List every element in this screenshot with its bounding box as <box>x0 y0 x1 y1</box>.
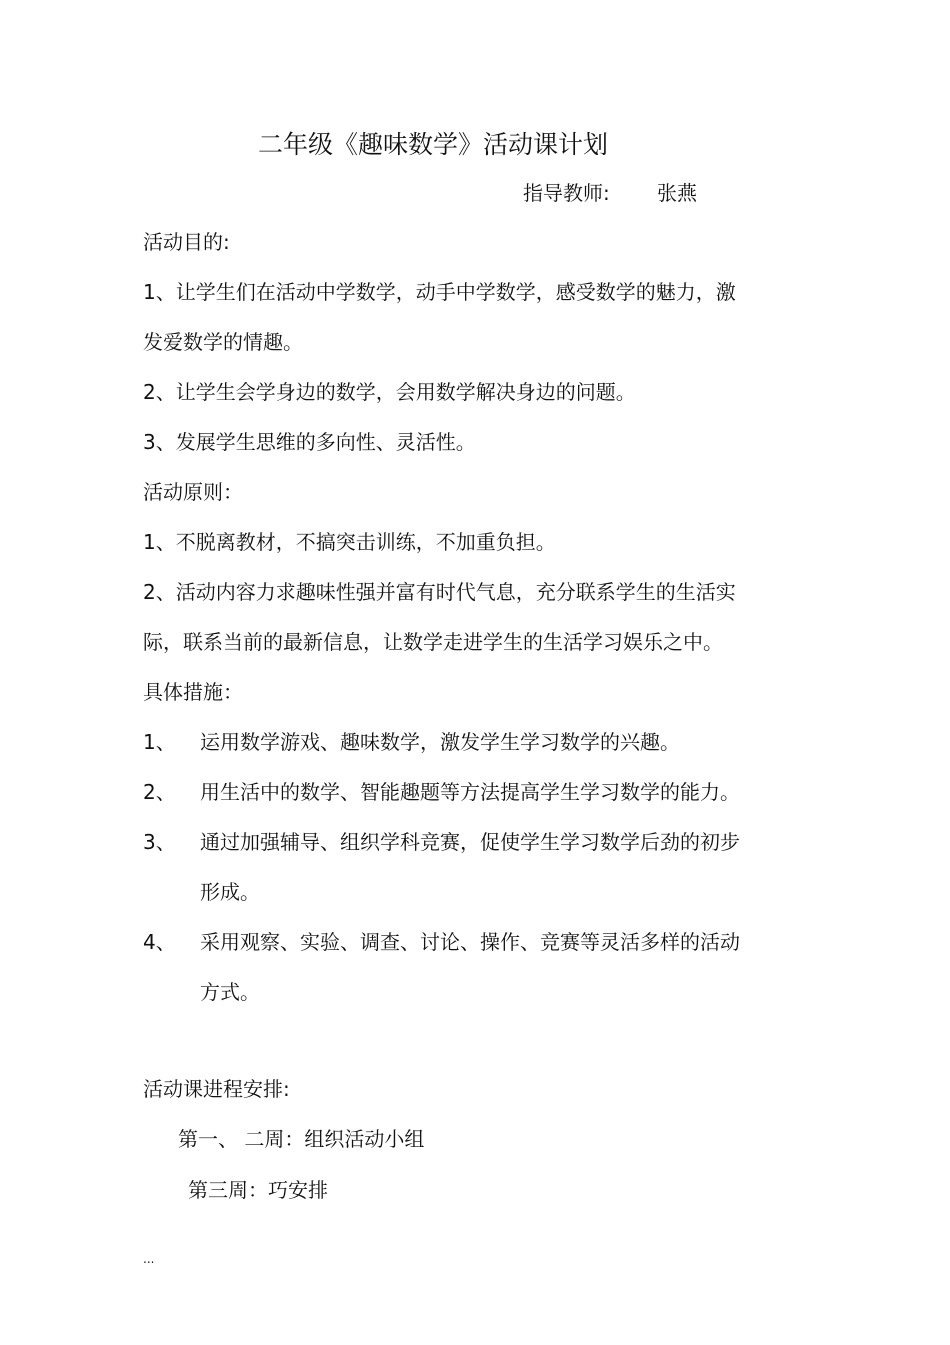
schedule-heading: 活动课进程安排: <box>143 1077 290 1101</box>
measure-item-4-line-1: 采用观察、实验、调查、讨论、操作、竞赛等灵活多样的活动 <box>200 930 740 954</box>
principles-heading: 活动原则： <box>143 480 243 504</box>
measure-item-1: 运用数学游戏、趣味数学，激发学生学习数学的兴趣。 <box>200 730 680 754</box>
principle-item-2-line-1: 2、活动内容力求趣味性强并富有时代气息，充分联系学生的生活实 <box>143 580 736 604</box>
schedule-item-1: 第一、 二周：组织活动小组 <box>178 1127 425 1151</box>
footer-ellipsis: ... <box>143 1252 155 1266</box>
measure-item-3-number: 3、 <box>143 830 176 854</box>
measure-item-1-number: 1、 <box>143 730 176 754</box>
goal-item-1-line-2: 发爱数学的情趣。 <box>143 330 303 354</box>
goals-heading: 活动目的: <box>143 230 230 254</box>
goal-item-2: 2、让学生会学身边的数学，会用数学解决身边的问题。 <box>143 380 636 404</box>
measure-item-4-line-2: 方式。 <box>200 980 260 1004</box>
document-title: 二年级《趣味数学》活动课计划 <box>258 130 609 159</box>
measure-item-4-number: 4、 <box>143 930 176 954</box>
measure-item-3-line-1: 通过加强辅导、组织学科竞赛，促使学生学习数学后劲的初步 <box>200 830 740 854</box>
measure-item-3-line-2: 形成。 <box>200 880 260 904</box>
goal-item-3: 3、发展学生思维的多向性、灵活性。 <box>143 430 476 454</box>
measure-item-2-number: 2、 <box>143 780 176 804</box>
schedule-item-2: 第三周：巧安排 <box>188 1178 328 1202</box>
principle-item-1: 1、不脱离教材，不搞突击训练，不加重负担。 <box>143 530 556 554</box>
teacher-label: 指导教师: <box>523 181 610 205</box>
teacher-name: 张燕 <box>657 181 697 205</box>
goal-item-1-line-1: 1、让学生们在活动中学数学，动手中学数学，感受数学的魅力，激 <box>143 280 736 304</box>
principle-item-2-line-2: 际，联系当前的最新信息，让数学走进学生的生活学习娱乐之中。 <box>143 630 723 654</box>
measures-heading: 具体措施： <box>143 680 243 704</box>
measure-item-2: 用生活中的数学、智能趣题等方法提高学生学习数学的能力。 <box>200 780 740 804</box>
